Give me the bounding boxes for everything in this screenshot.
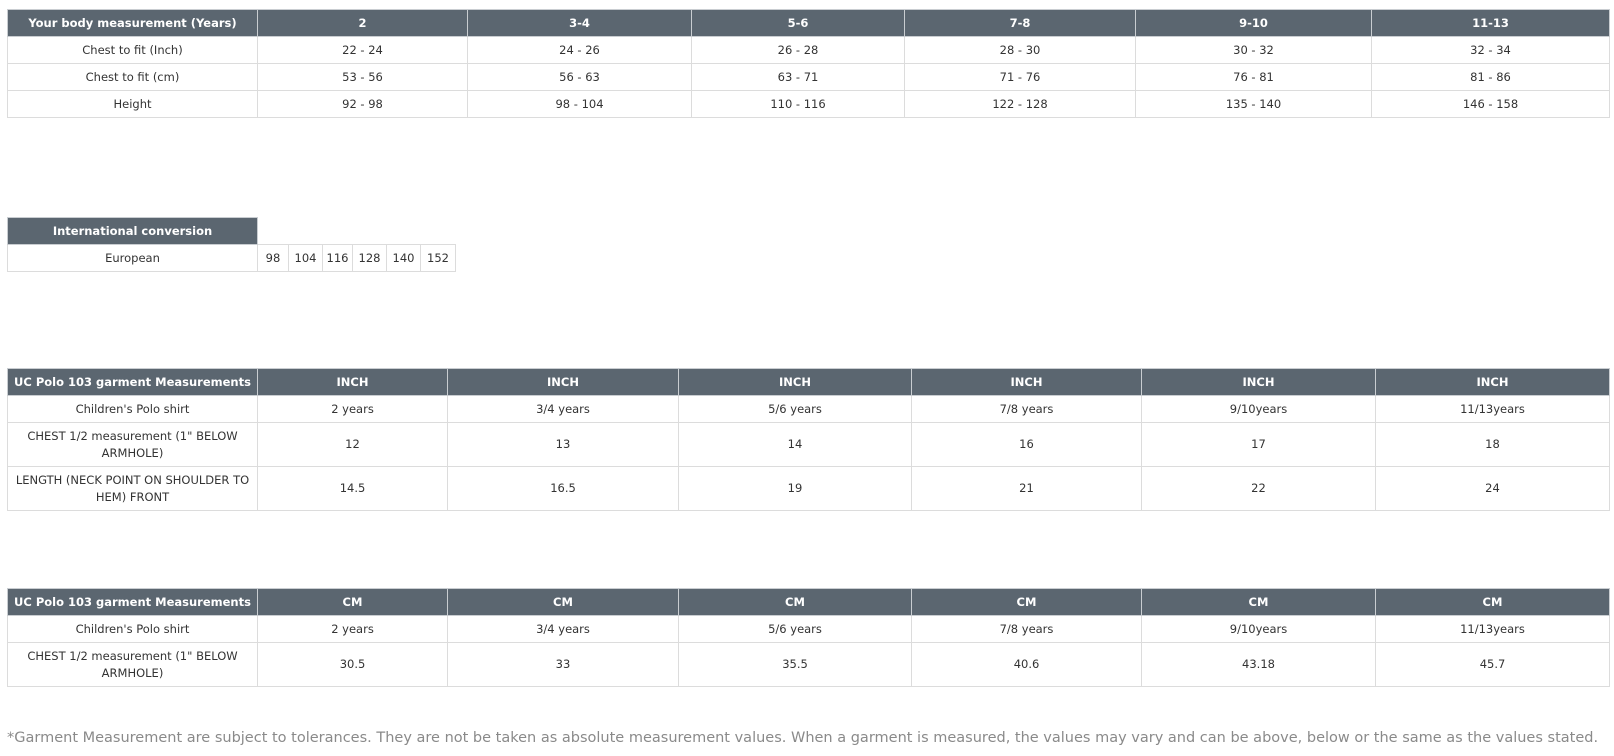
table-header-row — [8, 589, 1610, 616]
table-row — [8, 396, 1610, 423]
header-cell: INCH — [679, 369, 912, 396]
row-label: Height — [8, 91, 258, 118]
table-row — [8, 616, 1610, 643]
table-cell: 3/4 years — [448, 396, 679, 423]
table-cell: 32 - 34 — [1372, 37, 1610, 64]
table-cell: 146 - 158 — [1372, 91, 1610, 118]
table-cell: 7/8 years — [912, 396, 1142, 423]
table-cell: 33 — [448, 643, 679, 687]
table-cell: 40.6 — [912, 643, 1142, 687]
empty-cell — [387, 218, 421, 245]
table-cell: 11/13years — [1376, 616, 1610, 643]
table-row — [8, 643, 1610, 687]
header-cell: CM — [912, 589, 1142, 616]
table-cell: 56 - 63 — [468, 64, 692, 91]
row-label: CHEST 1/2 measurement (1" BELOW ARMHOLE) — [8, 423, 258, 467]
table-cell: 26 - 28 — [692, 37, 905, 64]
table-cell: 17 — [1142, 423, 1376, 467]
header-cell: CM — [258, 589, 448, 616]
table-cell: 24 — [1376, 467, 1610, 511]
international-conversion-table — [7, 217, 456, 272]
table-cell: 104 — [289, 245, 323, 272]
header-cell: 9-10 — [1136, 10, 1372, 37]
table-cell: 16 — [912, 423, 1142, 467]
table-header-row — [8, 10, 1610, 37]
header-cell: INCH — [448, 369, 679, 396]
table-cell: 13 — [448, 423, 679, 467]
row-label: LENGTH (NECK POINT ON SHOULDER TO HEM) FRONT — [8, 467, 258, 511]
header-cell: CM — [1376, 589, 1610, 616]
garment-inch-table — [7, 368, 1610, 511]
table-cell: 110 - 116 — [692, 91, 905, 118]
table-cell: 43.18 — [1142, 643, 1376, 687]
row-label: Chest to fit (cm) — [8, 64, 258, 91]
table-cell: 35.5 — [679, 643, 912, 687]
empty-cell — [258, 218, 289, 245]
tolerance-footnote: *Garment Measurement are subject to tolerances. They are not be taken as absolute measurement values. When a garment is measured, the values may vary and can be above, below or the same as the values stated. — [7, 730, 1599, 746]
empty-cell — [289, 218, 323, 245]
table-row — [8, 245, 456, 272]
table-header-row — [8, 369, 1610, 396]
garment-cm-table — [7, 588, 1610, 687]
row-label: Children's Polo shirt — [8, 616, 258, 643]
header-cell: UC Polo 103 garment Measurements — [8, 369, 258, 396]
table-cell: 128 — [353, 245, 387, 272]
table-cell: 16.5 — [448, 467, 679, 511]
table-cell: 122 - 128 — [905, 91, 1136, 118]
table-cell: 5/6 years — [679, 616, 912, 643]
table-cell: 12 — [258, 423, 448, 467]
table-cell: 135 - 140 — [1136, 91, 1372, 118]
header-cell: CM — [448, 589, 679, 616]
table-row — [8, 64, 1610, 91]
header-cell: INCH — [1376, 369, 1610, 396]
table-cell: 22 - 24 — [258, 37, 468, 64]
header-cell: CM — [679, 589, 912, 616]
table-cell: 24 - 26 — [468, 37, 692, 64]
header-cell: 5-6 — [692, 10, 905, 37]
row-label: CHEST 1/2 measurement (1" BELOW ARMHOLE) — [8, 643, 258, 687]
table-cell: 2 years — [258, 396, 448, 423]
table-cell: 71 - 76 — [905, 64, 1136, 91]
table-cell: 22 — [1142, 467, 1376, 511]
table-row — [8, 467, 1610, 511]
table-cell: 5/6 years — [679, 396, 912, 423]
header-cell: INCH — [912, 369, 1142, 396]
table-cell: 19 — [679, 467, 912, 511]
table-cell: 21 — [912, 467, 1142, 511]
table-cell: 53 - 56 — [258, 64, 468, 91]
table-cell: 14 — [679, 423, 912, 467]
header-cell: 3-4 — [468, 10, 692, 37]
table-cell: 76 - 81 — [1136, 64, 1372, 91]
table-cell: 28 - 30 — [905, 37, 1136, 64]
table-cell: 116 — [323, 245, 353, 272]
table-cell: 98 — [258, 245, 289, 272]
table-cell: 63 - 71 — [692, 64, 905, 91]
table-cell: 30.5 — [258, 643, 448, 687]
table-row — [8, 91, 1610, 118]
table-cell: 98 - 104 — [468, 91, 692, 118]
header-cell: INCH — [1142, 369, 1376, 396]
empty-cell — [421, 218, 456, 245]
row-label: Chest to fit (Inch) — [8, 37, 258, 64]
table-row — [8, 37, 1610, 64]
table-cell: 2 years — [258, 616, 448, 643]
table-cell: 30 - 32 — [1136, 37, 1372, 64]
empty-cell — [353, 218, 387, 245]
table-cell: 92 - 98 — [258, 91, 468, 118]
table-cell: 7/8 years — [912, 616, 1142, 643]
table-cell: 3/4 years — [448, 616, 679, 643]
table-cell: 14.5 — [258, 467, 448, 511]
row-label: European — [8, 245, 258, 272]
header-cell: Your body measurement (Years) — [8, 10, 258, 37]
body-measurement-table — [7, 9, 1610, 118]
table-header-row — [8, 218, 456, 245]
table-cell: 18 — [1376, 423, 1610, 467]
header-cell: 2 — [258, 10, 468, 37]
empty-cell — [323, 218, 353, 245]
header-cell: INCH — [258, 369, 448, 396]
table-cell: 45.7 — [1376, 643, 1610, 687]
table-cell: 11/13years — [1376, 396, 1610, 423]
row-label: Children's Polo shirt — [8, 396, 258, 423]
table-cell: 81 - 86 — [1372, 64, 1610, 91]
table-cell: 9/10years — [1142, 396, 1376, 423]
table-row — [8, 423, 1610, 467]
header-cell: 7-8 — [905, 10, 1136, 37]
header-cell: International conversion — [8, 218, 258, 245]
table-cell: 140 — [387, 245, 421, 272]
header-cell: UC Polo 103 garment Measurements — [8, 589, 258, 616]
table-cell: 152 — [421, 245, 456, 272]
table-cell: 9/10years — [1142, 616, 1376, 643]
header-cell: CM — [1142, 589, 1376, 616]
header-cell: 11-13 — [1372, 10, 1610, 37]
